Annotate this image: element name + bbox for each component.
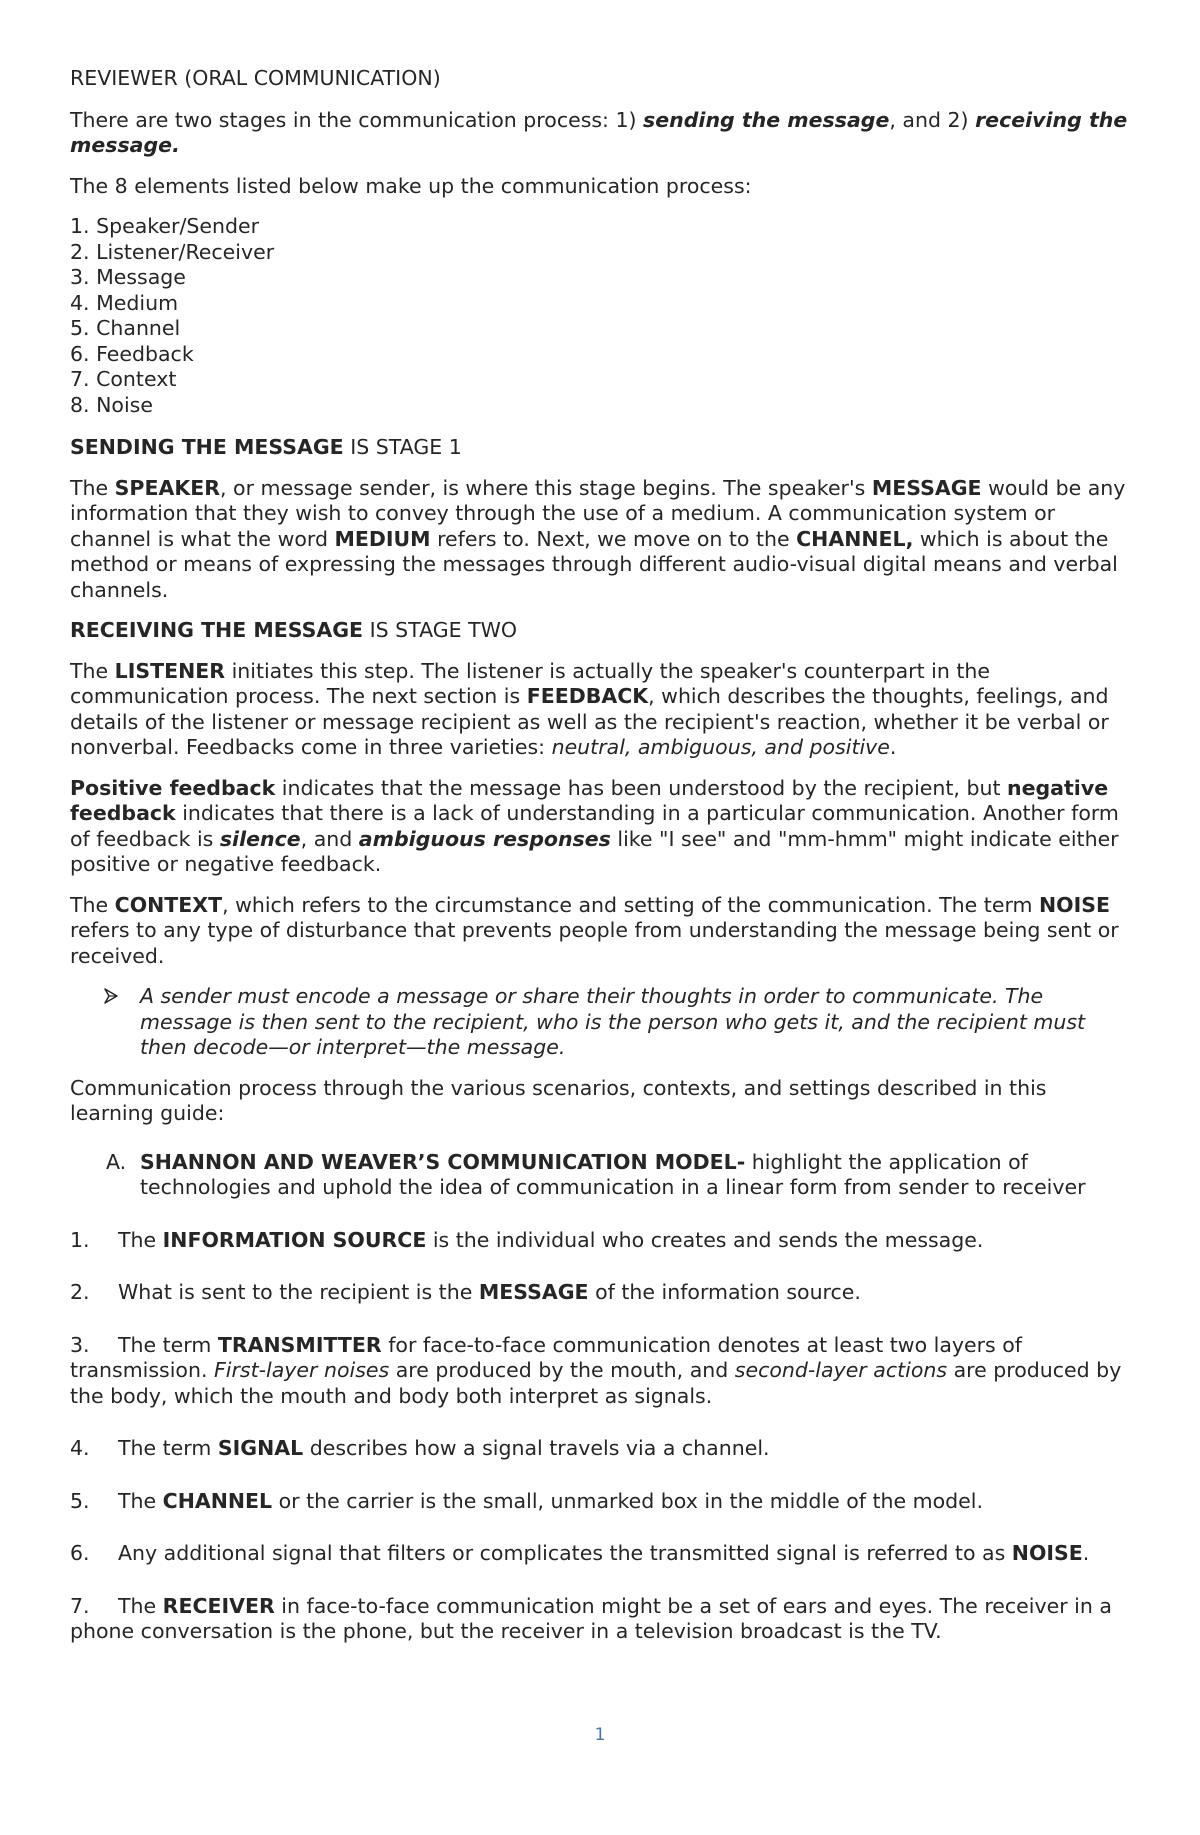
- model-item-6: [70, 1541, 1130, 1567]
- model-a-title: SHANNON AND WEAVER’S COMMUNICATION MODEL-: [140, 1149, 746, 1174]
- text-run: would be any information that they wish to convey through the use of a medium. A communication system or channel is what the word: [70, 475, 1126, 551]
- text-run: The term: [118, 1436, 218, 1460]
- term-ambiguous-responses: ambiguous responses: [358, 826, 611, 851]
- stage1-heading-rest: IS STAGE 1: [343, 435, 462, 459]
- term-negative-feedback: negative feedback: [70, 775, 1109, 825]
- text-run: The: [118, 1488, 163, 1513]
- term-feedback: FEEDBACK: [526, 684, 649, 708]
- list-item: 4. Medium: [70, 290, 179, 315]
- bullet-note-text: A sender must encode a message or share their thoughts in order to communicate. The message is then sent to the recipient, who is the person who gets it, and the recipient must then decode—or interpret—the message.: [140, 984, 1086, 1059]
- text-run: .: [889, 735, 897, 759]
- text-run: indicates that the message has been understood by the recipient, but: [275, 775, 1007, 800]
- term-message: MESSAGE: [478, 1280, 589, 1304]
- text-run: refers to. Next, we move on to the: [430, 526, 797, 551]
- item-number: 6.: [70, 1541, 90, 1565]
- term-message: MESSAGE: [871, 475, 982, 500]
- model-item-1: [70, 1228, 1130, 1254]
- item-number: 2.: [70, 1280, 90, 1304]
- text-run: which is about the method or means of expressing the messages through different audio-visual digital means and verbal channels.: [70, 526, 1118, 602]
- term-information-source: INFORMATION SOURCE: [162, 1227, 427, 1252]
- text-run: The: [118, 1593, 163, 1618]
- second-layer-actions: second-layer actions: [734, 1358, 948, 1382]
- item-number: 3.: [70, 1332, 90, 1357]
- text-run: like "I see" and "mm-hmm" might indicate either positive or negative feedback.: [70, 826, 1119, 876]
- text-run: for face-to-face communication denotes at least two layers of transmission.: [70, 1332, 1023, 1382]
- list-item: 5. Channel: [70, 316, 181, 340]
- context-paragraph: [70, 893, 1130, 970]
- term-speaker: SPEAKER: [114, 475, 220, 500]
- list-item: 6. Feedback: [70, 341, 194, 366]
- text-run: The: [70, 892, 115, 917]
- stage2-heading-bold: RECEIVING THE MESSAGE: [70, 618, 364, 642]
- list-item: 7. Context: [70, 367, 177, 391]
- stage2-phrase: receiving the message.: [70, 107, 1128, 157]
- document-page: [70, 66, 1130, 1672]
- text-run: indicates that there is a lack of understanding in a particular communication. Another form of feedback is: [70, 801, 1119, 851]
- bullet-note: [70, 984, 1130, 1061]
- term-channel: CHANNEL: [162, 1488, 273, 1513]
- list-item: 2. Listener/Receiver: [70, 239, 275, 264]
- model-a-letter: A.: [106, 1149, 127, 1174]
- text-run: , which refers to the circumstance and setting of the communication. The term: [222, 892, 1039, 917]
- list-item: 8. Noise: [70, 392, 153, 417]
- text-run: What is sent to the recipient is the: [118, 1280, 479, 1304]
- guide-intro: Communication process through the various scenarios, contexts, and settings described in this learning guide:: [70, 1075, 1047, 1125]
- intro-paragraph: [70, 108, 1130, 159]
- term-context: CONTEXT: [114, 892, 223, 917]
- term-channel: CHANNEL,: [796, 526, 914, 551]
- document-title: REVIEWER (ORAL COMMUNICATION): [70, 66, 441, 90]
- term-noise: NOISE: [1011, 1541, 1083, 1565]
- text-run: The: [118, 1227, 163, 1252]
- model-item-5: [70, 1489, 1130, 1515]
- model-a-item: [70, 1150, 1130, 1201]
- elements-list: [70, 214, 1130, 418]
- text-run: .: [1082, 1541, 1090, 1565]
- text-run: describes how a signal travels via a channel.: [303, 1436, 770, 1460]
- model-item-7: [70, 1594, 1130, 1645]
- text-run: The term: [118, 1332, 218, 1357]
- stage1-paragraph: [70, 476, 1130, 604]
- intro-text: There are two stages in the communication process: 1): [70, 107, 644, 132]
- text-run: in face-to-face communication might be a set of ears and eyes. The receiver in a phone conversation is the phone, but the receiver in a television broadcast is the TV.: [70, 1593, 1112, 1643]
- text-run: Any additional signal that filters or complicates the transmitted signal is referred to as: [118, 1541, 1012, 1565]
- item-number: 1.: [70, 1227, 90, 1252]
- item-number: 7.: [70, 1593, 90, 1618]
- stage1-phrase: sending the message: [643, 107, 890, 132]
- text-run: are produced by the body, which the mouth and body both interpret as signals.: [70, 1358, 1122, 1408]
- term-positive-feedback: Positive feedback: [70, 775, 276, 800]
- page-number: 1: [594, 1725, 606, 1745]
- term-signal: SIGNAL: [217, 1436, 304, 1460]
- stage1-heading-bold: SENDING THE MESSAGE: [70, 435, 344, 459]
- text-run: is the individual who creates and sends the message.: [426, 1227, 984, 1252]
- model-a-text: highlight the application of technologies and uphold the idea of communication in a linear form from sender to receiver: [140, 1149, 1086, 1199]
- text-run: of the information source.: [588, 1280, 861, 1304]
- list-item: 3. Message: [70, 265, 186, 289]
- term-transmitter: TRANSMITTER: [217, 1332, 382, 1357]
- stage2-heading: [70, 618, 1130, 644]
- stage2-heading-rest: IS STAGE TWO: [363, 618, 518, 642]
- text-run: , and: [300, 826, 359, 851]
- stage1-heading: [70, 435, 1130, 461]
- item-number: 5.: [70, 1488, 90, 1513]
- stage2-paragraph: [70, 659, 1130, 761]
- arrow-bullet-icon: [104, 984, 118, 1010]
- list-item: 1. Speaker/Sender: [70, 214, 260, 238]
- text-run: The: [70, 658, 115, 683]
- term-listener: LISTENER: [114, 658, 226, 683]
- text-run: are produced by the mouth, and: [389, 1358, 735, 1382]
- item-number: 4.: [70, 1436, 90, 1460]
- term-silence: silence: [219, 826, 301, 851]
- term-receiver: RECEIVER: [162, 1593, 275, 1618]
- elements-intro: The 8 elements listed below make up the communication process:: [70, 173, 752, 198]
- text-run: refers to any type of disturbance that prevents people from understanding the message being sent or received.: [70, 918, 1119, 968]
- model-item-4: [70, 1436, 1130, 1462]
- text-run: or the carrier is the small, unmarked box in the middle of the model.: [272, 1488, 984, 1513]
- term-medium: MEDIUM: [334, 526, 431, 551]
- text-run: , which describes the thoughts, feelings, and details of the listener or message recipient as well as the recipient's reaction, whether it be verbal or nonverbal. Feedbacks come in three varieties:: [70, 684, 1109, 759]
- first-layer-noises: First-layer noises: [214, 1358, 390, 1382]
- text-run: The: [70, 475, 115, 500]
- text-run: initiates this step. The listener is actually the speaker's counterpart in the communication process. The next section is: [70, 658, 990, 708]
- model-item-3: [70, 1333, 1130, 1410]
- term-noise: NOISE: [1039, 892, 1110, 917]
- text-run: , or message sender, is where this stage begins. The speaker's: [220, 475, 872, 500]
- feedback-varieties: neutral, ambiguous, and positive: [551, 735, 890, 759]
- feedback-paragraph: [70, 776, 1130, 878]
- intro-text-mid: , and 2): [889, 107, 976, 132]
- model-item-2: [70, 1280, 1130, 1306]
